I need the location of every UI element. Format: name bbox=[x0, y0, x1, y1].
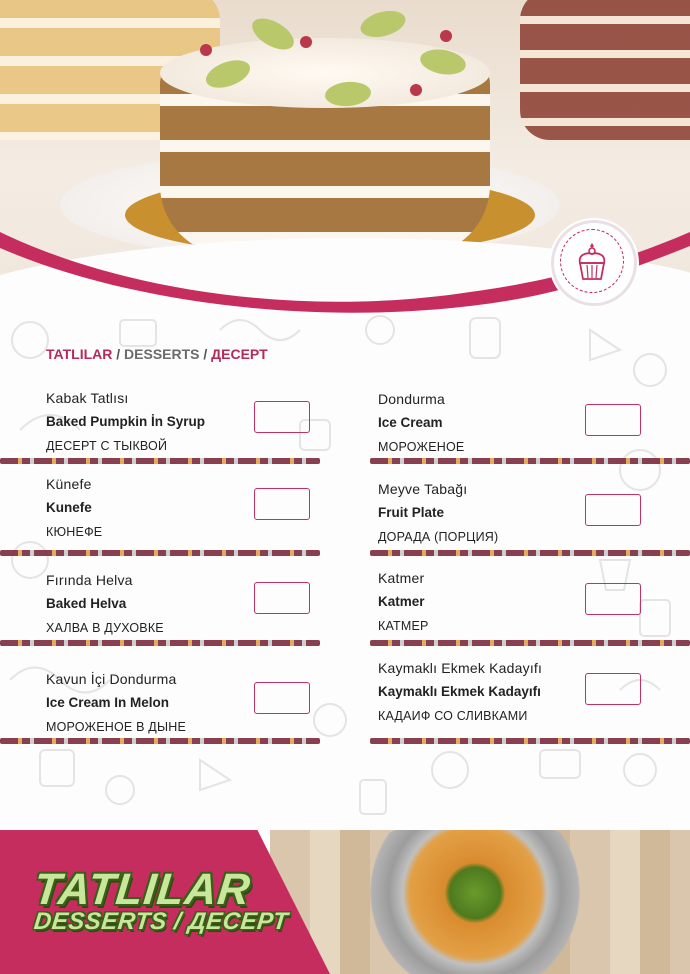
item-name-tr: Dondurma bbox=[378, 391, 445, 407]
decor-berry bbox=[200, 44, 212, 56]
menu-item bbox=[46, 572, 346, 672]
price-box bbox=[585, 583, 641, 615]
section-title-ru: ДЕСЕРТ bbox=[211, 346, 268, 362]
price-box bbox=[254, 488, 310, 520]
price-box bbox=[254, 582, 310, 614]
decor-berry bbox=[440, 30, 452, 42]
section-title-en: DESSERTS bbox=[124, 346, 200, 362]
item-name-tr: Fırında Helva bbox=[46, 572, 133, 588]
item-name-tr: Katmer bbox=[378, 570, 425, 586]
cupcake-icon bbox=[560, 229, 624, 293]
decor-leaf bbox=[358, 6, 409, 41]
menu-item bbox=[378, 660, 678, 760]
item-name-ru: КАТМЕР bbox=[378, 619, 429, 633]
item-name-tr: Meyve Tabağı bbox=[378, 481, 468, 497]
decor-berry bbox=[410, 84, 422, 96]
menu-item bbox=[378, 391, 678, 491]
item-name-ru: ДОРАДА (ПОРЦИЯ) bbox=[378, 530, 499, 544]
item-divider bbox=[0, 550, 320, 556]
item-name-ru: ХАЛВА В ДУХОВКЕ bbox=[46, 621, 164, 635]
item-divider bbox=[370, 738, 690, 744]
item-name-en: Fruit Plate bbox=[378, 505, 445, 520]
item-name-ru: МОРОЖЕНОЕ В ДЫНЕ bbox=[46, 720, 186, 734]
title-separator: / bbox=[203, 346, 208, 362]
item-name-en: Kaymaklı Ekmek Kadayıfı bbox=[378, 684, 541, 699]
cupcake-badge bbox=[551, 220, 637, 306]
banner-subtitle: DESSERTS / ДЕСЕРТ bbox=[32, 908, 290, 935]
item-divider bbox=[370, 458, 690, 464]
price-box bbox=[585, 673, 641, 705]
item-name-en: Katmer bbox=[378, 594, 425, 609]
pistachio-topping bbox=[445, 863, 505, 923]
price-box bbox=[254, 682, 310, 714]
section-title-tr: TATLILAR bbox=[46, 346, 113, 362]
title-separator: / bbox=[116, 346, 121, 362]
item-divider bbox=[0, 738, 320, 744]
price-box bbox=[585, 494, 641, 526]
price-box bbox=[585, 404, 641, 436]
item-name-en: Baked Helva bbox=[46, 596, 127, 611]
banner-title: TATLILAR bbox=[31, 865, 254, 914]
item-name-ru: КЮНЕФЕ bbox=[46, 525, 103, 539]
item-divider bbox=[0, 458, 320, 464]
menu-item bbox=[378, 570, 678, 670]
section-title bbox=[46, 346, 268, 362]
item-divider bbox=[370, 550, 690, 556]
menu-item bbox=[46, 476, 346, 576]
item-name-ru: ДЕСЕРТ С ТЫКВОЙ bbox=[46, 439, 168, 453]
menu-item bbox=[46, 390, 346, 490]
footer-banner bbox=[0, 830, 690, 974]
background-cake-right bbox=[520, 0, 690, 140]
item-name-ru: КАДАИФ СО СЛИВКАМИ bbox=[378, 709, 528, 723]
decor-berry bbox=[300, 36, 312, 48]
item-name-en: Kunefe bbox=[46, 500, 92, 515]
item-name-tr: Kavun İçi Dondurma bbox=[46, 671, 177, 687]
menu-item bbox=[46, 671, 346, 771]
item-divider bbox=[370, 640, 690, 646]
item-name-tr: Kabak Tatlısı bbox=[46, 390, 129, 406]
price-box bbox=[254, 401, 310, 433]
item-name-en: Baked Pumpkin İn Syrup bbox=[46, 414, 206, 429]
item-name-en: Ice Cream bbox=[378, 415, 443, 430]
item-name-en: Ice Cream In Melon bbox=[46, 695, 170, 710]
item-name-tr: Künefe bbox=[46, 476, 92, 492]
item-name-tr: Kaymaklı Ekmek Kadayıfı bbox=[378, 660, 543, 676]
menu-item bbox=[378, 481, 678, 581]
item-divider bbox=[0, 640, 320, 646]
item-name-ru: МОРОЖЕНОЕ bbox=[378, 440, 465, 454]
